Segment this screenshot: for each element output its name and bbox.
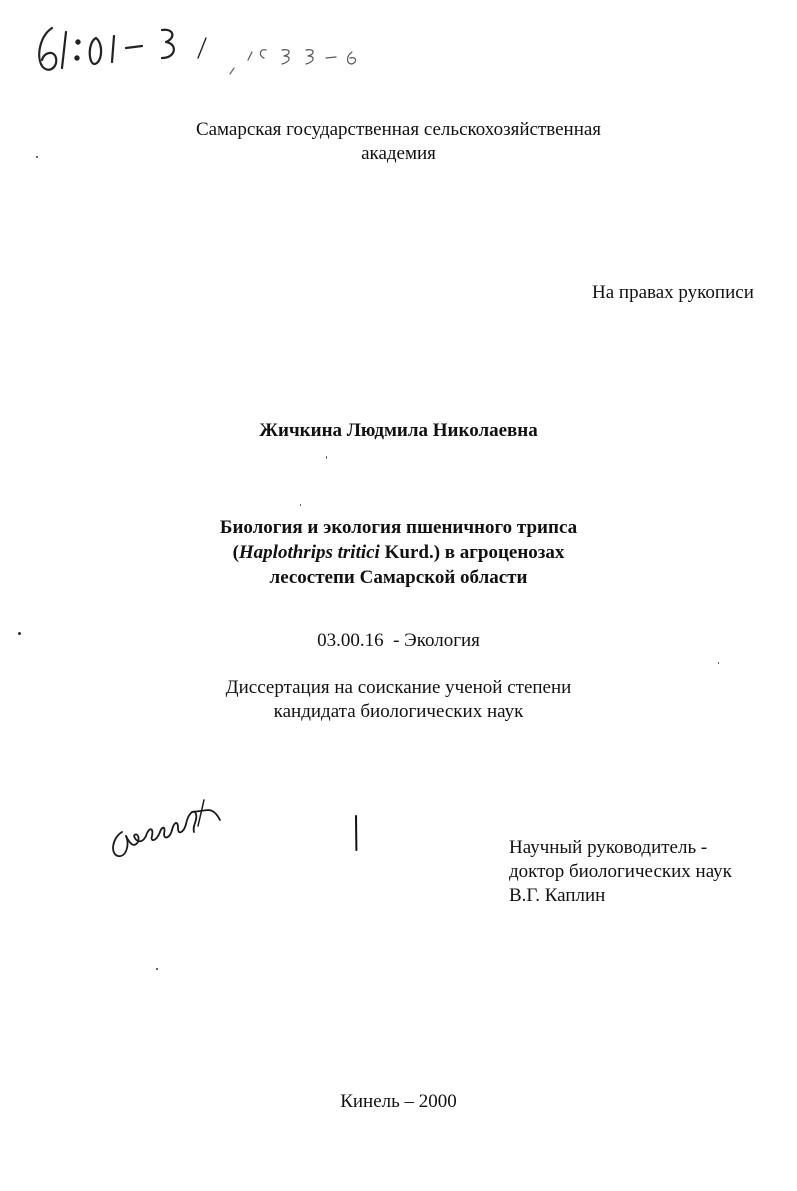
title-line-2 (0, 540, 797, 565)
title-line-1: Биология и экология пшеничного трипса (219, 517, 578, 538)
scan-speck (156, 968, 158, 970)
handwritten-signature (108, 792, 228, 864)
vertical-pen-mark (354, 815, 358, 851)
degree-line-2: кандидата биологических наук (273, 701, 524, 722)
pen-stroke-icon (354, 815, 358, 851)
species-latin-name: Haplothrips tritici (238, 542, 380, 563)
title-line-3: лесостепи Самарской области (269, 567, 528, 588)
scan-speck (36, 156, 38, 158)
title-line-2-rest: Kurd.) в агроценозах (379, 542, 565, 563)
handwritten-archive-number (30, 8, 390, 88)
degree-line-1: Диссертация на соискание ученой степени (225, 677, 572, 698)
supervisor-line-1: Научный руководитель - (509, 837, 708, 858)
supervisor-line-3: В.Г. Каплин (509, 885, 606, 906)
place-and-year: Кинель – 2000 (340, 1091, 457, 1112)
scan-speck (718, 662, 719, 664)
scan-speck (300, 504, 301, 506)
institution-name (0, 118, 797, 166)
specialty-code: 03.00.16 - Экология (317, 630, 480, 651)
institution-line-1: Самарская государственная сельскохозяйственная (195, 119, 602, 140)
scientific-supervisor (509, 836, 732, 908)
title-paren-open: ( (232, 542, 239, 563)
institution-line-2: академия (361, 143, 436, 164)
scan-speck (326, 456, 327, 459)
supervisor-line-2: доктор биологических наук (509, 861, 732, 882)
degree-info (0, 676, 797, 724)
author-name: Жичкина Людмила Николаевна (259, 420, 538, 441)
scan-speck (18, 632, 21, 635)
thesis-title (0, 515, 797, 590)
manuscript-rights-note: На правах рукописи (592, 282, 754, 303)
